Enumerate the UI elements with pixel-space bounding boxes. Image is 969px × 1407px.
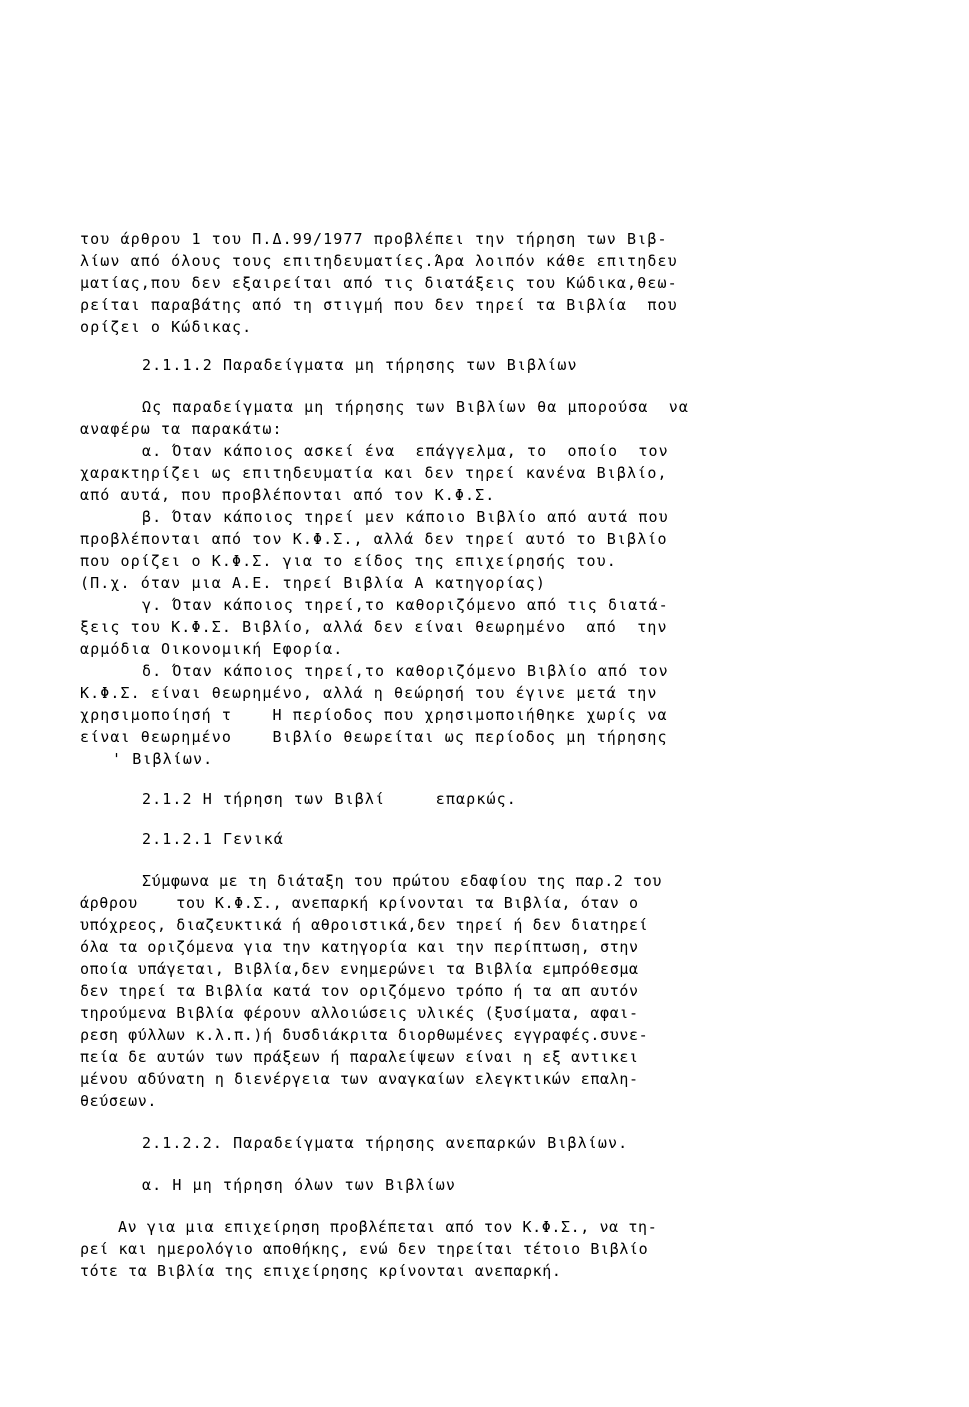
list-item-b-line: που ορίζει ο Κ.Φ.Σ. για το είδος της επιχείρησής του. (80, 552, 617, 570)
intro-line: Ως παραδείγματα μη τήρησης των Βιβλίων θα μπορούσα να (142, 398, 690, 416)
list-item-d-line: χρησιμοποίησή τ Η περίοδος που χρησιμοποιήθηκε χωρίς να (80, 706, 668, 724)
paragraph-1-line: του άρθρου 1 του Π.Δ.99/1977 προβλέπει την τήρηση των Βιβ- (80, 230, 668, 248)
general-paragraph-line: πεία δε αυτών των πράξεων ή παραλείψεων είναι η εξ αντικει (80, 1048, 639, 1066)
list-item-b-line: (Π.χ. όταν μια Α.Ε. τηρεί Βιβλία Α κατηγορίας) (80, 574, 547, 592)
list-item-d-line: Κ.Φ.Σ. είναι θεωρημένο, αλλά η θεώρησή του έγινε μετά την (80, 684, 658, 702)
last-paragraph-line: τότε τα Βιβλία της επιχείρησης κρίνονται ανεπαρκή. (80, 1262, 562, 1280)
section-heading-2-1-2-1: 2.1.2.1 Γενικά (142, 830, 284, 848)
section-heading-2-1-2-2: 2.1.2.2. Παραδείγματα τήρησης ανεπαρκών Βιβλίων. (142, 1134, 629, 1152)
list-item-a-line: από αυτά, που προβλέπονται από τον Κ.Φ.Σ. (80, 486, 496, 504)
section-heading-2-1-1-2: 2.1.1.2 Παραδείγματα μη τήρησης των Βιβλίων (142, 356, 578, 374)
paragraph-1-line: ορίζει ο Κώδικας. (80, 318, 253, 336)
general-paragraph-line: μένου αδύνατη η διενέργεια των αναγκαίων ελεγκτικών επαλη- (80, 1070, 639, 1088)
general-paragraph-line: άρθρου του Κ.Φ.Σ., ανεπαρκή κρίνονται τα Βιβλία, όταν ο (80, 894, 639, 912)
subheading-a: α. Η μη τήρηση όλων των Βιβλίων (142, 1176, 457, 1194)
list-item-d-line: είναι θεωρημένο Βιβλίο θεωρείται ως περίοδος μη τήρησης (80, 728, 668, 746)
list-item-a-line: α. Όταν κάποιος ασκεί ένα επάγγελμα, το οποίο τον (142, 442, 669, 460)
general-paragraph-line: δεν τηρεί τα Βιβλία κατά τον οριζόμενο τρόπο ή τα απ αυτόν (80, 982, 639, 1000)
general-paragraph-line: τηρούμενα Βιβλία φέρουν αλλοιώσεις υλικές (ξυσίματα, αφαι- (80, 1004, 639, 1022)
paragraph-1-line: ρείται παραβάτης από τη στιγμή που δεν τηρεί τα Βιβλία που (80, 296, 678, 314)
section-heading-2-1-2: 2.1.2 Η τήρηση των Βιβλί επαρκώς. (142, 790, 517, 808)
list-item-d-line: ' Βιβλίων. (112, 750, 214, 768)
paragraph-1-line: ματίας,που δεν εξαιρείται από τις διατάξεις του Κώδικα,θεω- (80, 274, 678, 292)
list-item-c-line: αρμόδια Οικονομική Εφορία. (80, 640, 344, 658)
list-item-c-line: γ. Όταν κάποιος τηρεί,το καθοριζόμενο από τις διατά- (142, 596, 669, 614)
list-item-d-line: δ. Όταν κάποιος τηρεί,το καθοριζόμενο Βιβλίο από τον (142, 662, 669, 680)
paragraph-1-line: λίων από όλους τους επιτηδευματίες.Άρα λοιπόν κάθε επιτηδευ (80, 252, 678, 270)
general-paragraph-line: υπόχρεος, διαζευκτικά ή αθροιστικά,δεν τηρεί ή δεν διατηρεί (80, 916, 649, 934)
general-paragraph-line: όλα τα οριζόμενα για την κατηγορία και την περίπτωση, στην (80, 938, 639, 956)
general-paragraph-line: Σύμφωνα με τη διάταξη του πρώτου εδαφίου της παρ.2 του (142, 872, 663, 890)
general-paragraph-line: οποία υπάγεται, Βιβλία,δεν ενημερώνει τα Βιβλία εμπρόθεσμα (80, 960, 639, 978)
general-paragraph-line: ρεση φύλλων κ.λ.π.)ή δυσδιάκριτα διορθωμένες εγγραφές.συνε- (80, 1026, 649, 1044)
last-paragraph-line: ρεί και ημερολόγιο αποθήκης, ενώ δεν τηρείται τέτοιο Βιβλίο (80, 1240, 649, 1258)
list-item-b-line: προβλέπονται από τον Κ.Φ.Σ., αλλά δεν τηρεί αυτό το Βιβλίο (80, 530, 668, 548)
general-paragraph-line: θεύσεων. (80, 1092, 158, 1110)
intro-line: αναφέρω τα παρακάτω: (80, 420, 283, 438)
list-item-c-line: ξεις του Κ.Φ.Σ. Βιβλίο, αλλά δεν είναι θεωρημένο από την (80, 618, 668, 636)
list-item-a-line: χαρακτηρίζει ως επιτηδευματία και δεν τηρεί κανένα Βιβλίο, (80, 464, 668, 482)
last-paragraph-line: Αν για μια επιχείρηση προβλέπεται από τον Κ.Φ.Σ., να τη- (118, 1218, 658, 1236)
list-item-b-line: β. Όταν κάποιος τηρεί μεν κάποιο Βιβλίο από αυτά που (142, 508, 669, 526)
